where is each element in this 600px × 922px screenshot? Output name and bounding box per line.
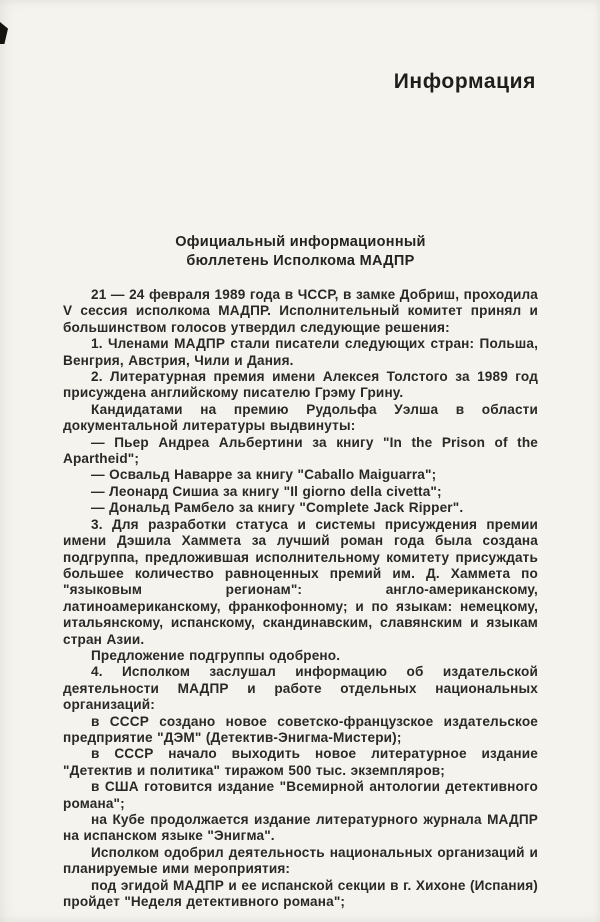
document-title-line1: Официальный информационный: [175, 234, 426, 250]
paragraph: 21 — 24 февраля 1989 года в ЧССР, в замке Добриш, проходила V сессия исполкома МАДПР. Исполнительный комитет принял и большинством голосов утвердил следующие решения:: [63, 287, 538, 335]
document-title: [63, 233, 538, 271]
paragraph: в СССР создано новое советско-французское издательское предприятие "ДЭМ" (Детектив-Энигма-Мистери);: [63, 713, 538, 745]
paragraph: под эгидой МАДПР и ее испанской секции в г. Хихоне (Испания) пройдет "Неделя детективного романа";: [63, 877, 538, 910]
paragraph: в СССР начало выходить новое литературное издание "Детектив и политика" тиражом 500 тыс. экземпляров;: [63, 746, 538, 778]
paragraph: — Пьер Андреа Альбертини за книгу "In the Prison of the Apartheid";: [63, 434, 538, 467]
paragraph: — Леонард Сишиа за книгу "Il giorno della civetta";: [91, 483, 442, 499]
paragraph: — Освальд Наварре за книгу "Caballo Maiguarra";: [91, 467, 437, 483]
paragraph: в США готовится издание "Всемирной антологии детективного романа";: [63, 779, 538, 811]
paragraph: Кандидатами на премию Рудольфа Уэлша в области документальной литературы выдвинуты:: [63, 401, 538, 434]
paragraph: — Дональд Рамбело за книгу "Complete Jack Ripper".: [91, 500, 464, 516]
paragraph: 2. Литературная премия имени Алексея Толстого за 1989 год присуждена английскому писателю Грэму Грину.: [63, 369, 538, 401]
document-title-line2: бюллетень Исполкома МАДПР: [186, 253, 415, 269]
paragraph: 4. Исполком заслушал информацию об издательской деятельности МАДПР и работе отдельных национальных организаций:: [63, 664, 538, 713]
paragraph: Предложение подгруппы одобрено.: [91, 647, 341, 663]
paragraph: 3. Для разработки статуса и системы присуждения премии имени Дэшила Хаммета за лучший роман года была создана подгруппа, предложившая исполнительному комитету присуждать большее количество равноценных премий им. Д. Хаммета по "языковым регионам": англо-американскому, латиноамериканскому, франкофонному; и по языкам: немецкому, итальянскому, испанскому, скандинавским, славянским и языкам стран Азии.: [63, 516, 538, 647]
document-body: [63, 287, 538, 910]
scan-artifact: [0, 22, 8, 44]
paragraph: на Кубе продолжается издание литературного журнала МАДПР на испанском языке "Энигма".: [63, 812, 538, 844]
paragraph: Исполком одобрил деятельность национальных организаций и планируемые ими мероприятия:: [63, 844, 538, 877]
paragraph: 1. Членами МАДПР стали писатели следующих стран: Польша, Венгрия, Австрия, Чили и Дания.: [63, 336, 538, 368]
section-header: Информация: [393, 70, 536, 93]
